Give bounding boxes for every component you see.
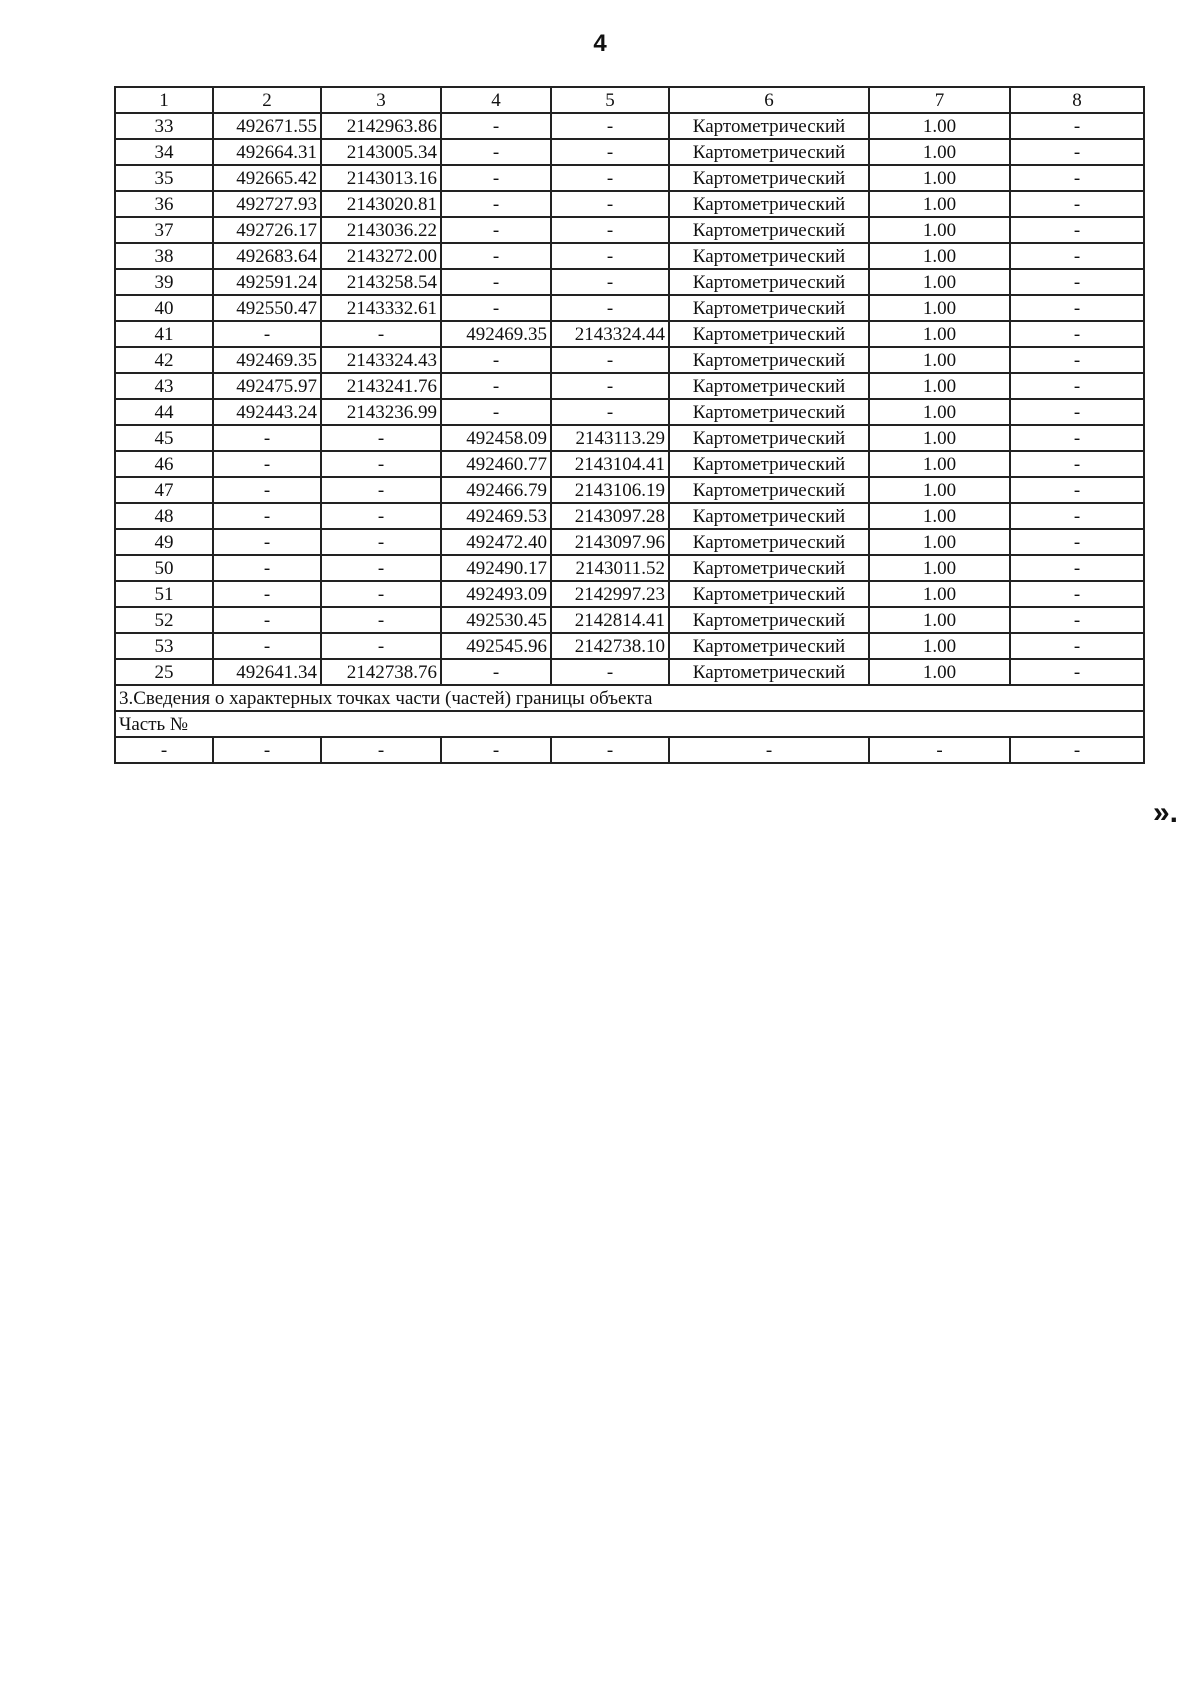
table-cell-col-3: 2143332.61	[321, 295, 441, 321]
table-cell-col-4: -	[441, 139, 551, 165]
table-cell-col-1: 52	[115, 607, 213, 633]
table-cell-col-4: -	[441, 217, 551, 243]
part-label-cell: Часть №	[115, 711, 1144, 737]
table-cell-col-5: -	[551, 139, 669, 165]
table-cell-col-2: -	[213, 503, 321, 529]
table-cell-col-8: -	[1010, 659, 1144, 685]
table-cell-col-5: -	[551, 269, 669, 295]
table-cell-col-8: -	[1010, 425, 1144, 451]
table-cell-col-1: -	[115, 737, 213, 763]
table-row	[115, 269, 1144, 295]
table-cell-col-3: 2143020.81	[321, 191, 441, 217]
table-cell-col-7: 1.00	[869, 477, 1010, 503]
table-cell-col-5: 2143097.96	[551, 529, 669, 555]
table-cell-col-8: -	[1010, 477, 1144, 503]
table-cell-col-3: -	[321, 633, 441, 659]
table-cell-col-6: Картометрический	[669, 503, 869, 529]
table-cell-col-4: -	[441, 191, 551, 217]
table-cell-col-5: -	[551, 113, 669, 139]
table-row	[115, 139, 1144, 165]
table-body	[115, 87, 1144, 763]
table-cell-col-2: -	[213, 321, 321, 347]
table-cell-col-8: -	[1010, 139, 1144, 165]
table-cell-col-7: 1.00	[869, 503, 1010, 529]
table-cell-col-4: 492458.09	[441, 425, 551, 451]
table-cell-col-1: 46	[115, 451, 213, 477]
table-cell-col-3: -	[321, 425, 441, 451]
table-cell-col-3: -	[321, 451, 441, 477]
table-cell-col-2: 492550.47	[213, 295, 321, 321]
table-cell-col-5: 2143113.29	[551, 425, 669, 451]
table-cell-col-5: 2143106.19	[551, 477, 669, 503]
table-cell-col-4: -	[441, 113, 551, 139]
table-cell-col-8: -	[1010, 503, 1144, 529]
section-title-row	[115, 685, 1144, 711]
table-cell-col-5: -	[551, 737, 669, 763]
table-cell-col-5: -	[551, 399, 669, 425]
table-row	[115, 503, 1144, 529]
table-cell-col-3: -	[321, 737, 441, 763]
table-cell-col-1: 25	[115, 659, 213, 685]
coordinates-table	[114, 86, 1145, 764]
table-cell-col-3: -	[321, 581, 441, 607]
table-cell-col-7: 1.00	[869, 113, 1010, 139]
table-cell-col-2: 2	[213, 87, 321, 113]
table-cell-col-4: 4	[441, 87, 551, 113]
table-cell-col-4: 492469.35	[441, 321, 551, 347]
table-cell-col-6: Картометрический	[669, 139, 869, 165]
table-row	[115, 191, 1144, 217]
table-cell-col-5: -	[551, 373, 669, 399]
table-cell-col-5: -	[551, 295, 669, 321]
table-cell-col-3: 2142738.76	[321, 659, 441, 685]
table-cell-col-3: 3	[321, 87, 441, 113]
table-cell-col-8: -	[1010, 243, 1144, 269]
table-cell-col-2: -	[213, 737, 321, 763]
table-cell-col-1: 1	[115, 87, 213, 113]
table-cell-col-6: Картометрический	[669, 165, 869, 191]
table-header-row	[115, 87, 1144, 113]
table-cell-col-1: 44	[115, 399, 213, 425]
table-cell-col-5: 2142814.41	[551, 607, 669, 633]
table-row	[115, 529, 1144, 555]
table-cell-col-7: 1.00	[869, 451, 1010, 477]
table-cell-col-6: Картометрический	[669, 347, 869, 373]
table-cell-col-1: 45	[115, 425, 213, 451]
table-row	[115, 399, 1144, 425]
table-cell-col-1: 51	[115, 581, 213, 607]
table-cell-col-3: -	[321, 503, 441, 529]
table-cell-col-7: 1.00	[869, 399, 1010, 425]
table-cell-col-4: 492469.53	[441, 503, 551, 529]
table-cell-col-8: -	[1010, 295, 1144, 321]
table-cell-col-7: 1.00	[869, 633, 1010, 659]
section-title-cell: 3.Сведения о характерных точках части (частей) границы объекта	[115, 685, 1144, 711]
table-cell-col-7: 1.00	[869, 425, 1010, 451]
table-cell-col-1: 53	[115, 633, 213, 659]
table-cell-col-7: 1.00	[869, 607, 1010, 633]
table-cell-col-4: 492545.96	[441, 633, 551, 659]
table-cell-col-5: 2143011.52	[551, 555, 669, 581]
table-cell-col-3: 2143241.76	[321, 373, 441, 399]
table-cell-col-6: Картометрический	[669, 451, 869, 477]
table-cell-col-8: -	[1010, 529, 1144, 555]
table-cell-col-6: Картометрический	[669, 555, 869, 581]
table-row	[115, 477, 1144, 503]
table-cell-col-7: 1.00	[869, 243, 1010, 269]
table-cell-col-6: Картометрический	[669, 607, 869, 633]
table-row	[115, 295, 1144, 321]
table-cell-col-1: 36	[115, 191, 213, 217]
table-cell-col-8: -	[1010, 737, 1144, 763]
table-cell-col-7: -	[869, 737, 1010, 763]
table-cell-col-2: 492591.24	[213, 269, 321, 295]
table-cell-col-2: -	[213, 425, 321, 451]
table-cell-col-8: -	[1010, 269, 1144, 295]
table-cell-col-3: -	[321, 607, 441, 633]
table-cell-col-2: 492469.35	[213, 347, 321, 373]
table-row	[115, 373, 1144, 399]
table-cell-col-8: -	[1010, 399, 1144, 425]
table-cell-col-1: 41	[115, 321, 213, 347]
table-cell-col-7: 1.00	[869, 529, 1010, 555]
table-cell-col-7: 1.00	[869, 555, 1010, 581]
table-cell-col-6: Картометрический	[669, 399, 869, 425]
table-row	[115, 217, 1144, 243]
table-cell-col-1: 49	[115, 529, 213, 555]
table-cell-col-6: Картометрический	[669, 659, 869, 685]
table-cell-col-3: 2143272.00	[321, 243, 441, 269]
table-cell-col-1: 39	[115, 269, 213, 295]
table-cell-col-8: -	[1010, 633, 1144, 659]
table-cell-col-8: -	[1010, 607, 1144, 633]
table-row	[115, 113, 1144, 139]
table-cell-col-2: 492443.24	[213, 399, 321, 425]
table-cell-col-1: 50	[115, 555, 213, 581]
table-cell-col-2: 492726.17	[213, 217, 321, 243]
table-cell-col-1: 47	[115, 477, 213, 503]
table-cell-col-5: 5	[551, 87, 669, 113]
table-cell-col-7: 7	[869, 87, 1010, 113]
table-cell-col-2: -	[213, 555, 321, 581]
table-cell-col-6: Картометрический	[669, 269, 869, 295]
table-cell-col-6: Картометрический	[669, 243, 869, 269]
table-cell-col-6: Картометрический	[669, 581, 869, 607]
part-label-row	[115, 711, 1144, 737]
table-cell-col-8: -	[1010, 347, 1144, 373]
table-cell-col-3: 2143005.34	[321, 139, 441, 165]
table-cell-col-7: 1.00	[869, 191, 1010, 217]
table-cell-col-7: 1.00	[869, 347, 1010, 373]
table-cell-col-5: 2142738.10	[551, 633, 669, 659]
table-cell-col-8: -	[1010, 555, 1144, 581]
table-cell-col-8: 8	[1010, 87, 1144, 113]
table-cell-col-4: -	[441, 243, 551, 269]
table-cell-col-5: 2143097.28	[551, 503, 669, 529]
table-cell-col-5: -	[551, 191, 669, 217]
table-cell-col-8: -	[1010, 581, 1144, 607]
table-cell-col-4: -	[441, 269, 551, 295]
table-cell-col-3: -	[321, 477, 441, 503]
table-cell-col-8: -	[1010, 165, 1144, 191]
table-cell-col-7: 1.00	[869, 321, 1010, 347]
table-cell-col-8: -	[1010, 217, 1144, 243]
table-cell-col-1: 42	[115, 347, 213, 373]
table-cell-col-5: -	[551, 217, 669, 243]
table-cell-col-1: 38	[115, 243, 213, 269]
table-row	[115, 425, 1144, 451]
table-cell-col-3: 2143036.22	[321, 217, 441, 243]
table-cell-col-4: 492530.45	[441, 607, 551, 633]
table-cell-col-2: -	[213, 581, 321, 607]
table-cell-col-3: 2142963.86	[321, 113, 441, 139]
table-cell-col-5: -	[551, 243, 669, 269]
table-row	[115, 581, 1144, 607]
table-cell-col-5: 2142997.23	[551, 581, 669, 607]
table-cell-col-7: 1.00	[869, 659, 1010, 685]
table-cell-col-6: Картометрический	[669, 373, 869, 399]
table-row	[115, 347, 1144, 373]
table-cell-col-5: 2143104.41	[551, 451, 669, 477]
table-row	[115, 321, 1144, 347]
table-cell-col-8: -	[1010, 321, 1144, 347]
table-cell-col-6: Картометрический	[669, 633, 869, 659]
table-cell-col-7: 1.00	[869, 217, 1010, 243]
table-cell-col-1: 40	[115, 295, 213, 321]
table-cell-col-2: 492664.31	[213, 139, 321, 165]
table-cell-col-3: -	[321, 529, 441, 555]
table-cell-col-1: 33	[115, 113, 213, 139]
table-cell-col-4: -	[441, 737, 551, 763]
table-row	[115, 555, 1144, 581]
table-cell-col-2: 492665.42	[213, 165, 321, 191]
table-cell-col-4: 492490.17	[441, 555, 551, 581]
table-row	[115, 607, 1144, 633]
table-cell-col-7: 1.00	[869, 165, 1010, 191]
table-cell-col-3: 2143013.16	[321, 165, 441, 191]
table-cell-col-7: 1.00	[869, 373, 1010, 399]
table-cell-col-3: -	[321, 555, 441, 581]
table-cell-col-8: -	[1010, 191, 1144, 217]
table-cell-col-4: -	[441, 347, 551, 373]
table-cell-col-3: 2143324.43	[321, 347, 441, 373]
table-cell-col-4: -	[441, 399, 551, 425]
table-cell-col-2: 492475.97	[213, 373, 321, 399]
table-cell-col-4: -	[441, 659, 551, 685]
table-row	[115, 165, 1144, 191]
table-row	[115, 659, 1144, 685]
table-cell-col-2: -	[213, 633, 321, 659]
table-cell-col-5: -	[551, 165, 669, 191]
table-cell-col-1: 48	[115, 503, 213, 529]
table-row	[115, 633, 1144, 659]
table-cell-col-5: -	[551, 659, 669, 685]
table-cell-col-2: -	[213, 529, 321, 555]
table-cell-col-6: Картометрический	[669, 113, 869, 139]
closing-quote: ».	[1153, 796, 1179, 829]
table-cell-col-2: 492727.93	[213, 191, 321, 217]
table-cell-col-3: -	[321, 321, 441, 347]
table-cell-col-6: Картометрический	[669, 191, 869, 217]
table-cell-col-6: Картометрический	[669, 321, 869, 347]
table-cell-col-4: 492460.77	[441, 451, 551, 477]
table-cell-col-4: -	[441, 295, 551, 321]
table-cell-col-5: -	[551, 347, 669, 373]
table-cell-col-6: Картометрический	[669, 477, 869, 503]
table-cell-col-4: 492493.09	[441, 581, 551, 607]
table-cell-col-8: -	[1010, 373, 1144, 399]
table-cell-col-4: -	[441, 165, 551, 191]
table-row	[115, 243, 1144, 269]
table-cell-col-1: 43	[115, 373, 213, 399]
table-cell-col-7: 1.00	[869, 581, 1010, 607]
table-cell-col-7: 1.00	[869, 269, 1010, 295]
table-cell-col-3: 2143258.54	[321, 269, 441, 295]
table-cell-col-1: 37	[115, 217, 213, 243]
table-cell-col-7: 1.00	[869, 139, 1010, 165]
table-cell-col-6: 6	[669, 87, 869, 113]
table-cell-col-7: 1.00	[869, 295, 1010, 321]
table-cell-col-8: -	[1010, 451, 1144, 477]
table-cell-col-8: -	[1010, 113, 1144, 139]
table-cell-col-6: Картометрический	[669, 425, 869, 451]
table-cell-col-4: 492472.40	[441, 529, 551, 555]
table-cell-col-2: 492683.64	[213, 243, 321, 269]
page-number: 4	[593, 30, 607, 57]
table-cell-col-5: 2143324.44	[551, 321, 669, 347]
table-cell-col-3: 2143236.99	[321, 399, 441, 425]
table-cell-col-6: Картометрический	[669, 217, 869, 243]
table-cell-col-2: 492671.55	[213, 113, 321, 139]
table-cell-col-1: 34	[115, 139, 213, 165]
table-cell-col-2: -	[213, 477, 321, 503]
table-row	[115, 451, 1144, 477]
table-cell-col-2: 492641.34	[213, 659, 321, 685]
table-cell-col-6: Картометрический	[669, 529, 869, 555]
table-cell-col-1: 35	[115, 165, 213, 191]
table-cell-col-6: -	[669, 737, 869, 763]
table-cell-col-2: -	[213, 451, 321, 477]
table-empty-row	[115, 737, 1144, 763]
table-cell-col-2: -	[213, 607, 321, 633]
table-cell-col-6: Картометрический	[669, 295, 869, 321]
table-cell-col-4: 492466.79	[441, 477, 551, 503]
table-cell-col-4: -	[441, 373, 551, 399]
